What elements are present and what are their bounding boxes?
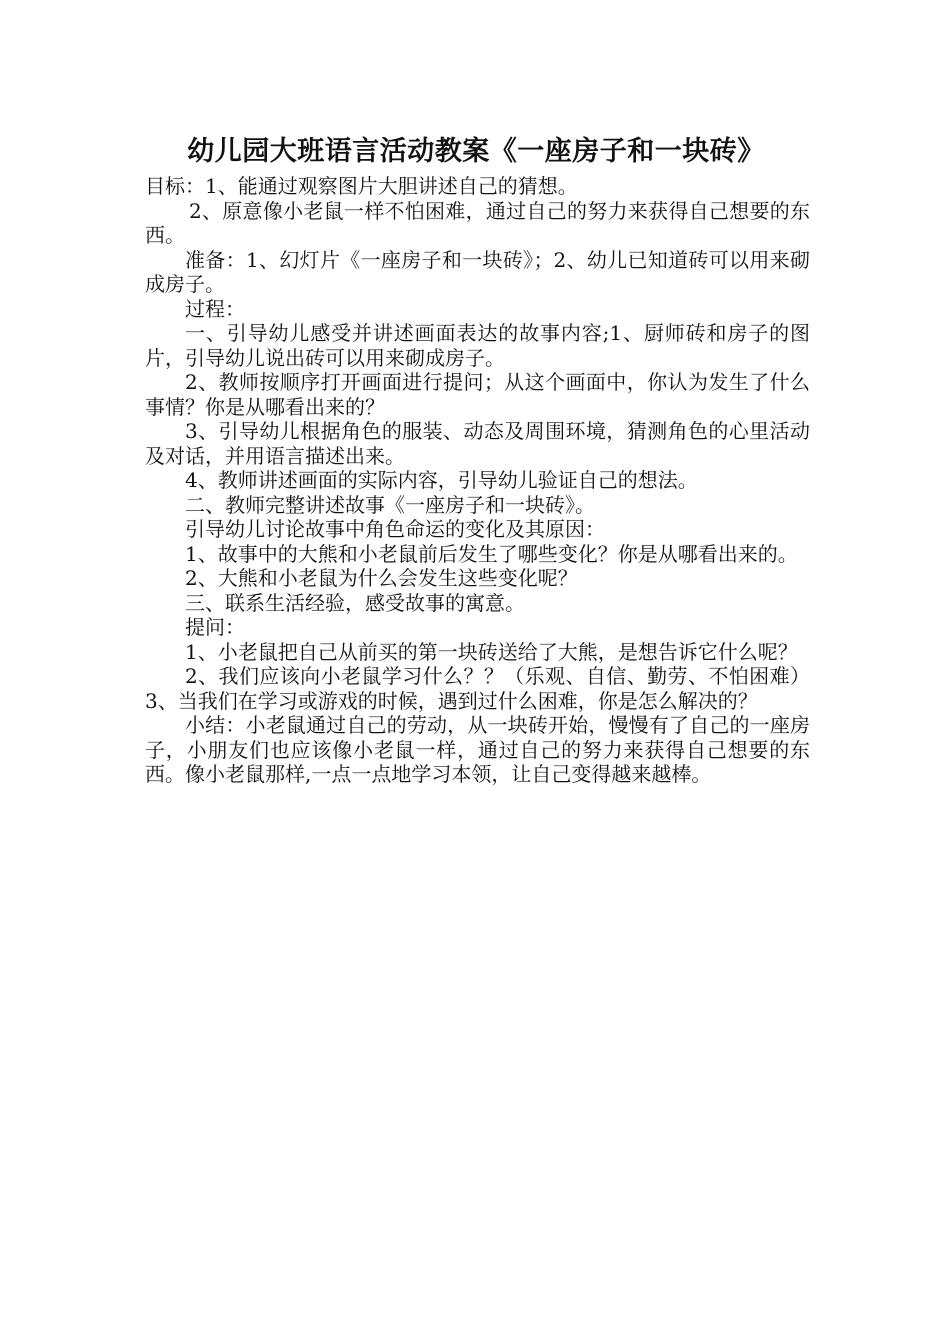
paragraph-step-one-2: 2、教师按顺序打开画面进行提问；从这个画面中，你认为发生了什么事情？你是从哪看出来的？ [145,370,810,419]
paragraph-step-three: 三、联系生活经验，感受故事的寓意。 [185,590,525,615]
paragraph-discussion-2: 2、大熊和小老鼠为什么会发生这些变化呢？ [185,566,578,590]
paragraph-discussion-1: 1、故事中的大熊和小老鼠前后发生了哪些变化？你是从哪看出来的。 [185,541,798,566]
paragraph-step-one-3: 3、引导幼儿根据角色的服装、动态及周围环境，猜测角色的心里活动及对话，并用语言描述出来。 [145,419,810,468]
paragraph-preparation: 准备：1、幻灯片《一座房子和一块砖》；2、幼儿已知道砖可以用来砌成房子。 [145,247,810,296]
paragraph-step-one-4: 4、教师讲述画面的实际内容，引导幼儿验证自己的想法。 [185,468,698,492]
paragraph-step-two: 二、教师完整讲述故事《一座房子和一块砖》。 [185,492,595,517]
paragraph-questions-heading: 提问： [185,615,245,639]
document-body [145,174,810,787]
paragraph-goal-1: 目标：1、能通过观察图片大胆讲述自己的猜想。 [145,174,578,198]
paragraph-question-1: 1、小老鼠把自己从前买的第一块砖送给了大熊，是想告诉它什么呢？ [185,639,798,664]
paragraph-question-2-3: 2、我们应该向小老鼠学习什么？？（乐观、自信、勤劳、不怕困难）3、当我们在学习或游戏的时候，遇到过什么困难，你是怎么解决的？ [145,664,810,713]
paragraph-step-one: 一、引导幼儿感受并讲述画面表达的故事内容;1、厨师砖和房子的图片，引导幼儿说出砖可以用来砌成房子。 [145,321,810,370]
paragraph-discussion: 引导幼儿讨论故事中角色命运的变化及其原因： [185,517,605,541]
paragraph-process-heading: 过程： [185,296,245,321]
page-title: 幼儿园大班语言活动教案《一座房子和一块砖》 [187,136,765,167]
paragraph-goal-2: 2、原意像小老鼠一样不怕困难，通过自己的努力来获得自己想要的东西。 [145,198,810,247]
paragraph-summary: 小结：小老鼠通过自己的劳动，从一块砖开始，慢慢有了自己的一座房子，小朋友们也应该像小老鼠一样，通过自己的努力来获得自己想要的东西。像小老鼠那样,一点一点地学习本领，让自己变得越来越棒。 [145,713,810,786]
